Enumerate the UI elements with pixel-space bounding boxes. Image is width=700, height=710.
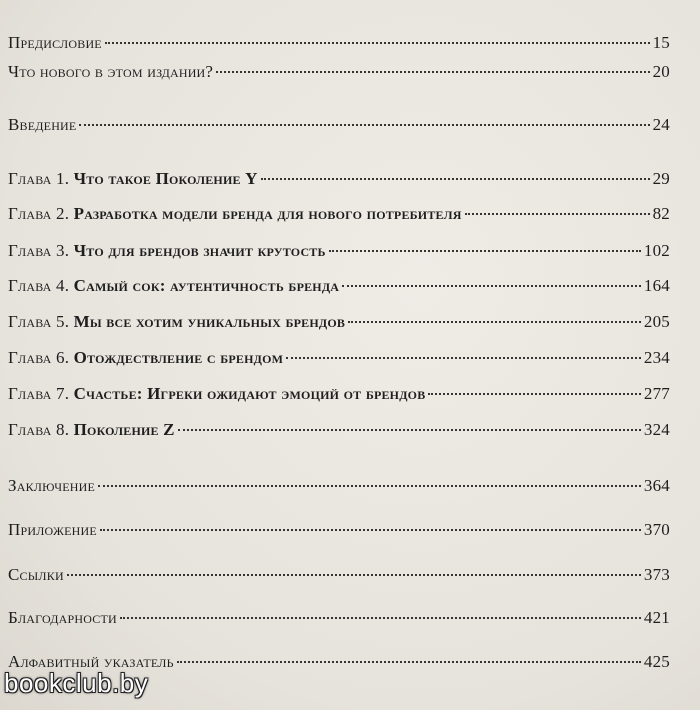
dot-leader — [178, 429, 641, 431]
toc-label: Глава 7. Счастье: Игреки ожидают эмоций от брендов — [8, 384, 426, 403]
toc-label: Приложение — [8, 520, 97, 539]
toc-page-number: 164 — [643, 276, 670, 295]
toc-label: Заключение — [8, 476, 95, 495]
toc-page-number: 15 — [652, 33, 670, 52]
toc-entry-chapter-5 — [8, 312, 670, 332]
toc-page-number: 102 — [643, 241, 670, 260]
toc-page-number: 421 — [643, 608, 670, 627]
toc-page-number: 373 — [643, 565, 670, 584]
toc-label: Алфавитный указатель — [8, 652, 174, 671]
toc-page-number: 425 — [643, 652, 670, 671]
toc-entry-introduction — [8, 115, 670, 135]
dot-leader — [428, 393, 640, 395]
toc-entry-preface — [8, 33, 670, 53]
dot-leader — [100, 529, 641, 531]
dot-leader — [465, 213, 650, 215]
toc-entry-chapter-3 — [8, 241, 670, 261]
toc-page-number: 29 — [652, 169, 670, 188]
watermark-logo: bookclub.by — [4, 668, 149, 698]
toc-label: Ссылки — [8, 565, 64, 584]
toc-label: Что нового в этом издании? — [8, 62, 214, 81]
toc-page-number: 205 — [643, 312, 670, 331]
toc-entry-references — [8, 565, 670, 585]
toc-entry-conclusion — [8, 476, 670, 496]
toc-label: Введение — [8, 115, 77, 134]
toc-page-number: 234 — [643, 348, 670, 367]
dot-leader — [286, 357, 641, 359]
toc-page-number: 20 — [652, 62, 670, 81]
toc-label: Благодарности — [8, 608, 117, 627]
toc-page-number: 24 — [652, 115, 670, 134]
dot-leader — [348, 321, 641, 323]
toc-entry-chapter-1 — [8, 169, 670, 189]
toc-entry-acknowledgements — [8, 608, 670, 628]
toc-label: Глава 8. Поколение Z — [8, 420, 175, 439]
dot-leader — [79, 124, 649, 126]
toc-entry-chapter-8 — [8, 420, 670, 440]
toc-page-number: 364 — [643, 476, 670, 495]
toc-entry-new-in-edition — [8, 62, 670, 82]
toc-entry-chapter-2 — [8, 204, 670, 224]
dot-leader — [216, 71, 649, 73]
toc-label: Глава 5. Мы все хотим уникальных брендов — [8, 312, 346, 331]
toc-label: Глава 2. Разработка модели бренда для нового потребителя — [8, 204, 462, 223]
toc-label: Глава 6. Отождествление с брендом — [8, 348, 284, 367]
toc-page-number: 324 — [643, 420, 670, 439]
toc-page-number: 277 — [643, 384, 670, 403]
dot-leader — [105, 42, 650, 44]
dot-leader — [329, 250, 641, 252]
toc-label: Глава 1. Что такое Поколение Y — [8, 169, 258, 188]
toc-page-number: 82 — [652, 204, 670, 223]
toc-entry-appendix — [8, 520, 670, 540]
toc-label: Глава 3. Что для брендов значит крутость — [8, 241, 326, 260]
dot-leader — [120, 617, 641, 619]
toc-page-number: 370 — [643, 520, 670, 539]
dot-leader — [67, 574, 641, 576]
toc-entry-chapter-7 — [8, 384, 670, 404]
dot-leader — [261, 178, 650, 180]
dot-leader — [342, 285, 641, 287]
toc-entry-chapter-6 — [8, 348, 670, 368]
toc-label: Предисловие — [8, 33, 102, 52]
toc-label: Глава 4. Самый сок: аутентичность бренда — [8, 276, 340, 295]
dot-leader — [98, 485, 641, 487]
dot-leader — [177, 661, 641, 663]
toc-entry-chapter-4 — [8, 276, 670, 296]
